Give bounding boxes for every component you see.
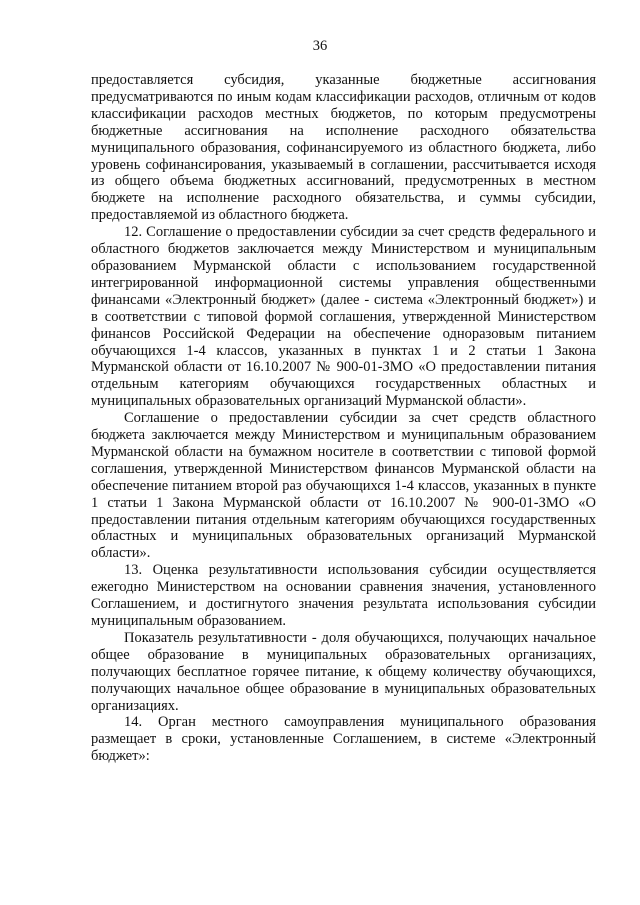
paragraph: 12. Соглашение о предоставлении субсидии за счет средств федерального и областного бюджетов заключается между Министерством и муниципальным образованием Мурманской области с использованием государственной интегрированной информационной системы управления общественными финансами «Электронный бюджет» (далее - система «Электронный бюджет») и в соответствии с типовой формой соглашения, утвержденной Министерством финансов Российской Федерации на обеспечение одноразовым питанием обучающихся 1-4 классов, указанных в пунктах 1 и 2 статьи 1 Закона Мурманской области от 16.10.2007 № 900-01-ЗМО «О предоставлении питания отдельным категориям обучающихся государственных областных и муниципальных образовательных организаций Мурманской области». [91, 224, 596, 410]
paragraph: Показатель результативности - доля обучающихся, получающих начальное общее образование в муниципальных образовательных организациях, получающих бесплатное горячее питание, к общему количеству обучающихся, получающих начальное общее образование в муниципальных образовательных организациях. [91, 629, 596, 714]
document-body [91, 72, 596, 765]
paragraph: предоставляется субсидия, указанные бюджетные ассигнования предусматриваются по иным кодам классификации расходов, отличным от кодов классификации расходов местных бюджетов, по которым предусмотрены бюджетные ассигнования на исполнение расходного обязательства муниципального образования, софинансируемого из областного бюджета, либо уровень софинансирования, указываемый в соглашении, рассчитывается исходя из общего объема бюджетных ассигнований, предусмотренных в местном бюджете на исполнение расходного обязательства, и суммы субсидии, предоставляемой из областного бюджета. [91, 72, 596, 224]
paragraph: 13. Оценка результативности использования субсидии осуществляется ежегодно Министерством на основании сравнения значения, установленного Соглашением, и достигнутого значения результата использования субсидии муниципальным образованием. [91, 562, 596, 629]
paragraph: Соглашение о предоставлении субсидии за счет средств областного бюджета заключается между Министерством и муниципальным образованием Мурманской области на бумажном носителе в соответствии с типовой формой соглашения, утвержденной Министерством финансов Мурманской области на обеспечение питанием второй раз обучающихся 1-4 классов, указанных в пункте 1 статьи 1 Закона Мурманской области от 16.10.2007 № 900-01-ЗМО «О предоставлении питания отдельным категориям обучающихся государственных областных и муниципальных образовательных организаций Мурманской области». [91, 410, 596, 562]
paragraph: 14. Орган местного самоуправления муниципального образования размещает в сроки, установленные Соглашением, в системе «Электронный бюджет»: [91, 714, 596, 765]
page-number: 36 [312, 38, 328, 54]
